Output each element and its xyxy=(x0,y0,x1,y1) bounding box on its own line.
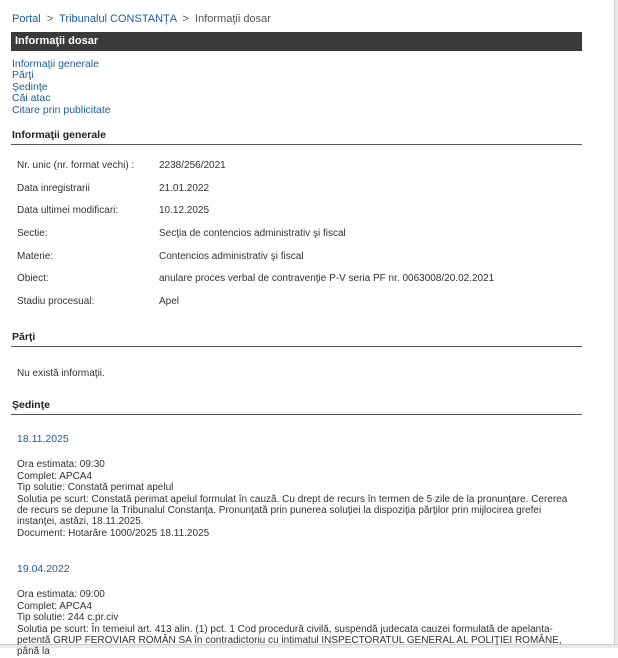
session-solution-summary: Solutia pe scurt: În temeiul art. 413 alin. (1) pct. 1 Cod procedură civilă, suspendă judecata cauzei formulată de apelanta-petentă GRUP FEROVIAR ROMÂN SA în contradictoriu cu intimatul INSPECTORATUL GENERAL AL POLIŢIEI ROMÂNE, până la xyxy=(17,623,562,658)
session-document: Document: Hotarâre 1000/2025 18.11.2025 xyxy=(17,527,210,539)
info-label: Obiect: xyxy=(17,273,49,285)
parties-empty-message: Nu există informaţii. xyxy=(17,368,105,379)
session-date: 19.04.2022 xyxy=(17,563,70,575)
session-solution-type: Tip solutie: 244 c.pr.civ xyxy=(17,612,119,624)
window-right-edge xyxy=(614,0,618,648)
quicklink-general-info[interactable]: Informaţii generale xyxy=(12,58,99,70)
session-solution-type: Tip solutie: Constată perimat apelul xyxy=(17,482,174,494)
section-heading-parties: Părţi xyxy=(11,331,582,347)
section-heading-sessions: Şedinţe xyxy=(11,399,582,415)
breadcrumb-separator: > xyxy=(182,13,189,25)
section-heading-general-info: Informaţii generale xyxy=(11,129,582,145)
session-estimated-time: Ora estimata: 09:30 xyxy=(17,459,105,471)
quicklink-sessions[interactable]: Şedinţe xyxy=(12,80,48,93)
info-label: Materie: xyxy=(17,250,54,262)
quicklink-publicity-summons[interactable]: Citare prin publicitate xyxy=(12,103,111,116)
info-value: Secţia de contencios administrativ şi fiscal xyxy=(159,228,346,240)
breadcrumb-current: Informaţii dosar xyxy=(195,13,271,25)
info-label: Sectie: xyxy=(17,228,48,240)
breadcrumb xyxy=(12,13,271,25)
info-label: Nr. unic (nr. format vechi) : xyxy=(17,160,135,171)
session-panel: Complet: APCA4 xyxy=(17,600,93,612)
session-entry xyxy=(17,434,577,539)
info-value: anulare proces verbal de contravenţie P-V seria PF nr. 0063008/20.02.2021 xyxy=(159,273,495,285)
session-estimated-time: Ora estimata: 09:00 xyxy=(17,589,105,601)
section-quick-links xyxy=(12,59,111,116)
session-entry xyxy=(17,564,577,658)
quicklink-parties[interactable]: Părţi xyxy=(12,69,34,82)
info-value: 21.01.2022 xyxy=(159,182,210,194)
info-value: 2238/256/2021 xyxy=(159,160,226,171)
info-label: Stadiu procesual: xyxy=(17,296,95,308)
info-label: Data ultimei modificari: xyxy=(17,205,119,217)
quicklink-appeals[interactable]: Căi atac xyxy=(12,92,51,105)
session-solution-summary: Solutia pe scurt: Constată perimat apelul formulat în cauză. Cu drept de recurs în termen de 5 zile de la pronunţare. Cererea de recurs se depune la Tribunalul Constanţa. Pronunţată prin punerea soluţiei la dispoziţia părţilor prin mijlocirea grefei instanţei, astăzi, 18.11.2025. xyxy=(17,493,568,528)
breadcrumb-portal-link[interactable]: Portal xyxy=(12,13,41,25)
info-value: Contencios administrativ şi fiscal xyxy=(159,250,304,262)
breadcrumb-court-link[interactable]: Tribunalul CONSTANȚA xyxy=(59,13,177,25)
info-value: Apel xyxy=(159,296,180,308)
page-title: Informaţii dosar xyxy=(11,32,582,51)
breadcrumb-separator: > xyxy=(46,13,54,25)
info-label: Data inregistrarii xyxy=(17,182,90,194)
session-date: 18.11.2025 xyxy=(17,433,69,445)
session-panel: Complet: APCA4 xyxy=(17,470,93,482)
info-value: 10.12.2025 xyxy=(159,205,210,217)
